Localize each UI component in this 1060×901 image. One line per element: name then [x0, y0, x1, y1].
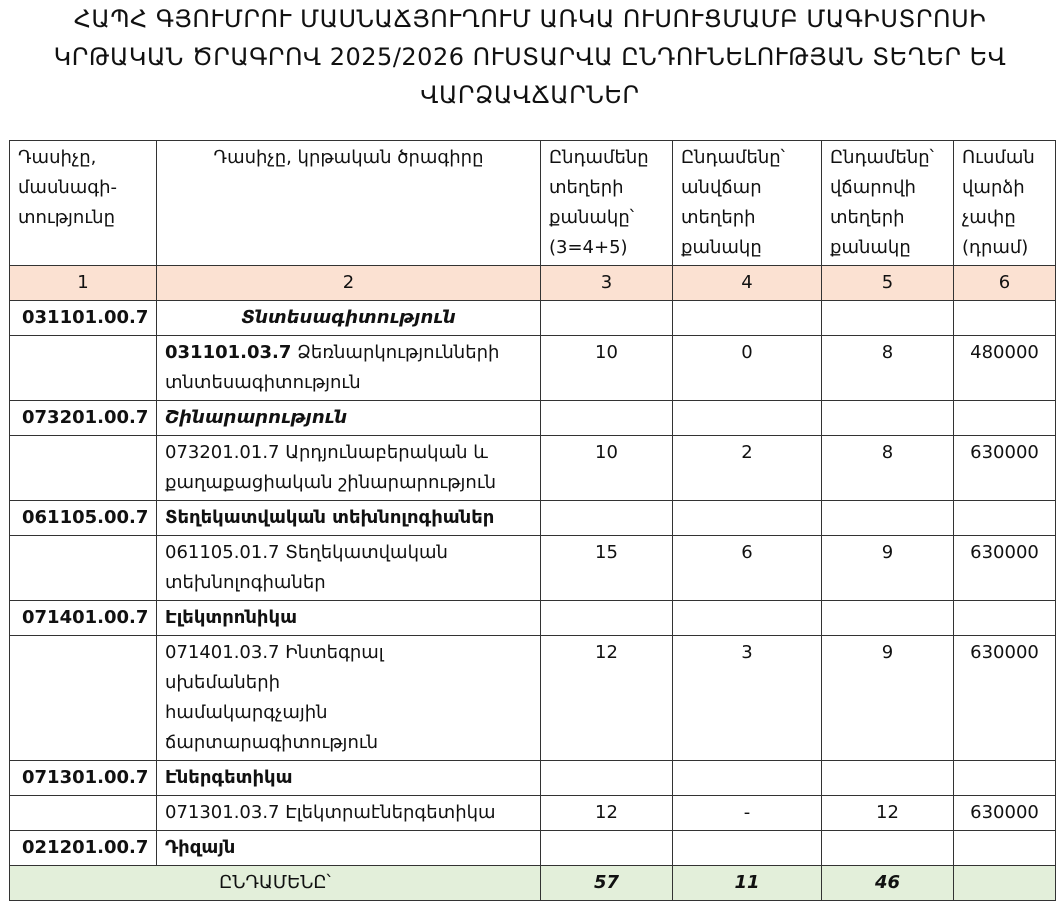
specialty-name: Դիզայն	[157, 831, 541, 866]
specialty-code: 031101.00.7	[10, 301, 157, 336]
specialty-code: 061105.00.7	[10, 501, 157, 536]
document-title	[0, 0, 1060, 114]
tuition-fee: 630000	[954, 536, 1056, 601]
program-row	[10, 436, 1056, 501]
total-places: 57	[541, 866, 673, 901]
free-places: -	[673, 796, 822, 831]
specialty-row	[10, 831, 1056, 866]
title-line-1: ՀԱՊՀ ԳՅՈՒՄՐՈՒ ՄԱՍՆԱՃՅՈՒՂՈՒՄ ԱՌԿԱ ՈՒՍՈՒՑՄԱՄԲ ՄԱԳԻՍՏՐՈՍԻ	[73, 5, 987, 33]
specialty-code: 071301.00.7	[10, 761, 157, 796]
paid-places: 9	[822, 636, 954, 761]
total-places: 10	[541, 336, 673, 401]
specialty-name: Շինարարություն	[157, 401, 541, 436]
header-row	[10, 141, 1056, 266]
column-number: 1	[10, 266, 157, 301]
program-row	[10, 536, 1056, 601]
header-total-places: Ընդամենը տեղերի քանակը՝ (3=4+5)	[541, 141, 673, 266]
column-number-row	[10, 266, 1056, 301]
free-places: 0	[673, 336, 822, 401]
total-row	[10, 866, 1056, 901]
total-paid-places: 46	[822, 866, 954, 901]
program-name	[157, 336, 541, 401]
specialty-name: Տնտեսագիտություն	[157, 301, 541, 336]
header-paid-places: Ընդամենը՝ վճարովի տեղերի քանակը	[822, 141, 954, 266]
free-places: 3	[673, 636, 822, 761]
total-places: 10	[541, 436, 673, 501]
tuition-fee: 630000	[954, 636, 1056, 761]
admission-table	[9, 140, 1056, 901]
total-places: 15	[541, 536, 673, 601]
column-number: 2	[157, 266, 541, 301]
free-places: 6	[673, 536, 822, 601]
title-line-3: ՎԱՐՁԱՎՃԱՐՆԵՐ	[420, 81, 640, 109]
specialty-code: 073201.00.7	[10, 401, 157, 436]
program-row	[10, 636, 1056, 761]
paid-places: 8	[822, 436, 954, 501]
specialty-name: Էլեկտրոնիկա	[157, 601, 541, 636]
program-name: 073201.01.7 Արդյունաբերական և քաղաքացիական շինարարություն	[157, 436, 541, 501]
header-tuition-fee: Ուսման վարձի չափը (դրամ)	[954, 141, 1056, 266]
paid-places: 12	[822, 796, 954, 831]
specialty-row	[10, 761, 1056, 796]
program-name: 071301.03.7 Էլեկտրաէներգետիկա	[157, 796, 541, 831]
header-specialty: Դասիչը, մասնագի-տությունը	[10, 141, 157, 266]
title-line-2: ԿՐԹԱԿԱՆ ԾՐԱԳՐՈՎ 2025/2026 ՈՒՍՏԱՐՎԱ ԸՆԴՈՒՆԵԼՈՒԹՅԱՆ ՏԵՂԵՐ ԵՎ	[53, 43, 1007, 71]
specialty-row	[10, 301, 1056, 336]
tuition-fee: 630000	[954, 436, 1056, 501]
total-places: 12	[541, 796, 673, 831]
column-number: 4	[673, 266, 822, 301]
program-row	[10, 336, 1056, 401]
paid-places: 8	[822, 336, 954, 401]
program-code: 031101.03.7	[165, 342, 292, 363]
tuition-fee: 630000	[954, 796, 1056, 831]
program-title: Ձեռնարկությունների տնտեսագիտություն	[165, 342, 500, 393]
specialty-name: Տեղեկատվական տեխնոլոգիաներ	[157, 501, 541, 536]
specialty-row	[10, 601, 1056, 636]
column-number: 3	[541, 266, 673, 301]
column-number: 6	[954, 266, 1056, 301]
program-name: 061105.01.7 Տեղեկատվական տեխնոլոգիաներ	[157, 536, 541, 601]
paid-places: 9	[822, 536, 954, 601]
total-free-places: 11	[673, 866, 822, 901]
specialty-row	[10, 501, 1056, 536]
specialty-name: Էներգետիկա	[157, 761, 541, 796]
column-number: 5	[822, 266, 954, 301]
program-row	[10, 796, 1056, 831]
header-program: Դասիչը, կրթական ծրագիրը	[157, 141, 541, 266]
free-places: 2	[673, 436, 822, 501]
specialty-code: 021201.00.7	[10, 831, 157, 866]
tuition-fee: 480000	[954, 336, 1056, 401]
specialty-code: 071401.00.7	[10, 601, 157, 636]
specialty-row	[10, 401, 1056, 436]
header-free-places: Ընդամենը՝ անվճար տեղերի քանակը	[673, 141, 822, 266]
total-places: 12	[541, 636, 673, 761]
program-name: 071401.03.7 Ինտեգրալ սխեմաների համակարգչային ճարտարագիտություն	[157, 636, 541, 761]
total-label: ԸՆԴԱՄԵՆԸ՝	[10, 866, 541, 901]
